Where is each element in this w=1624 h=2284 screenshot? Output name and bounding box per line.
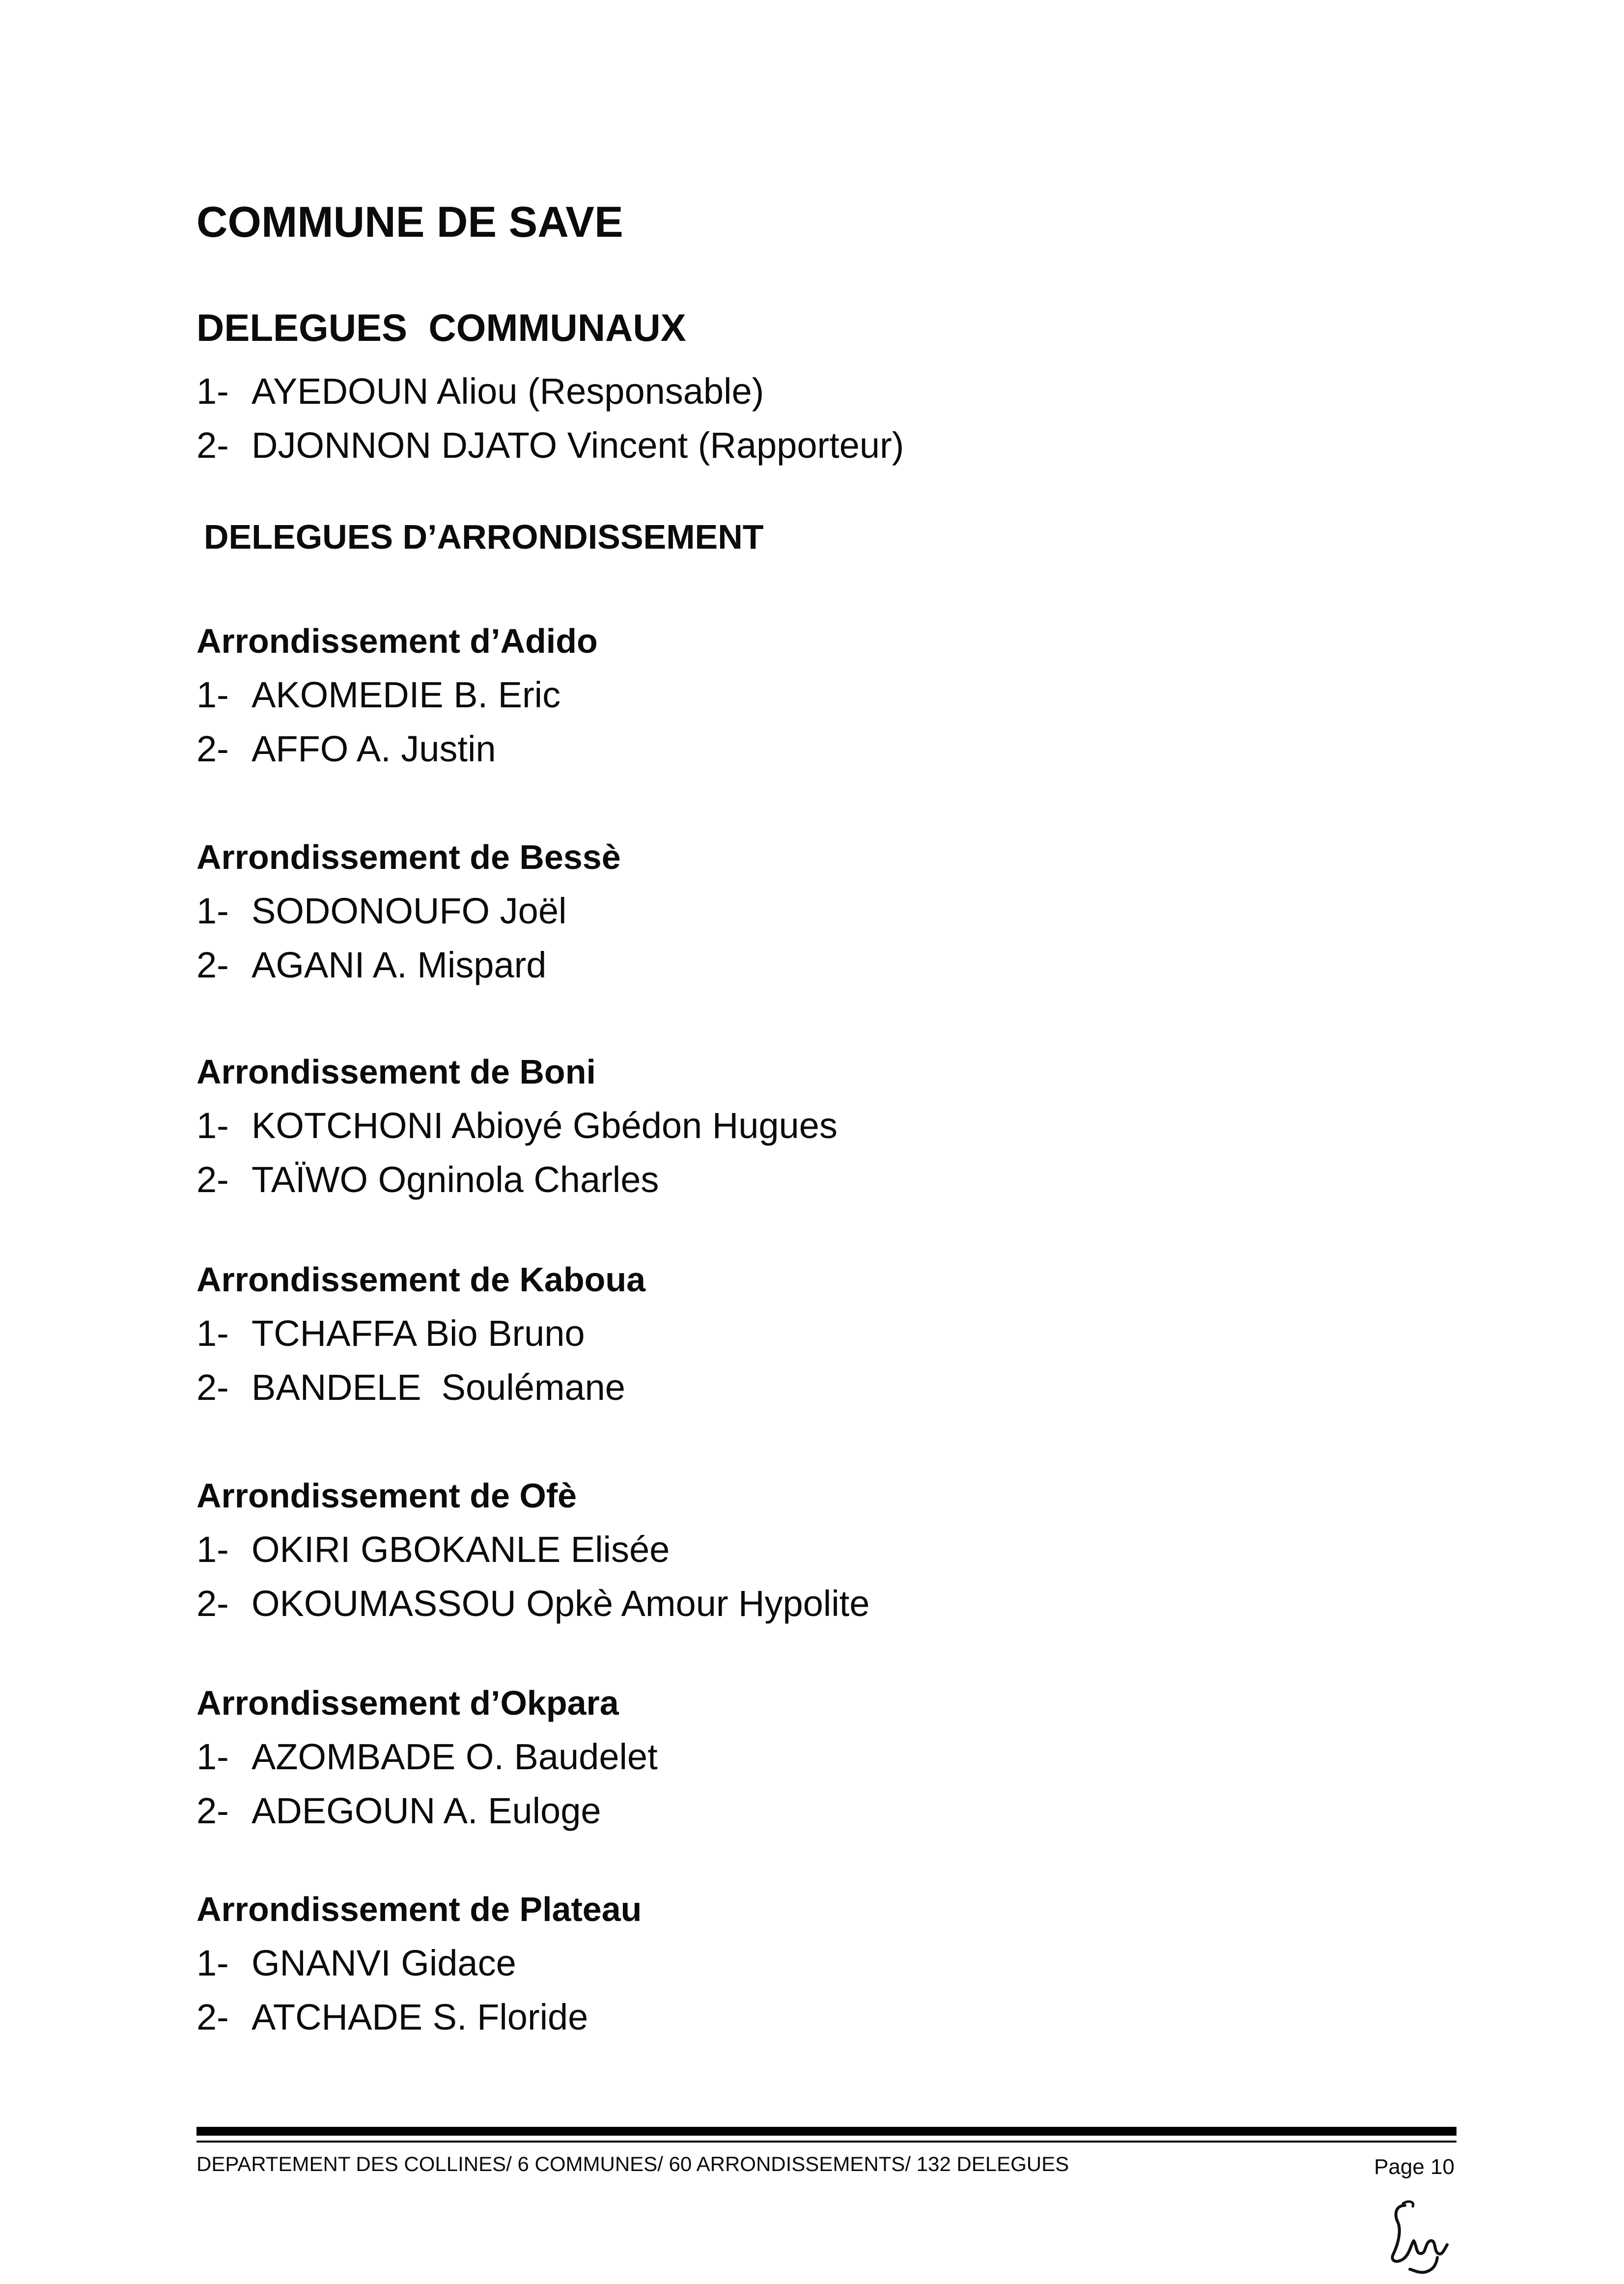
- footer-rule-thin: [196, 2141, 1456, 2143]
- list-item: [196, 1099, 838, 1153]
- item-name: ADEGOUN A. Euloge: [252, 1790, 601, 1831]
- arrondissement-section: [196, 1882, 642, 2044]
- arrondissement-title: Arrondissement de Boni: [196, 1053, 596, 1091]
- arrondissement-title: Arrondissement de Bessè: [196, 838, 621, 876]
- list-item: [196, 884, 621, 938]
- item-name: OKOUMASSOU Opkè Amour Hypolite: [252, 1583, 870, 1624]
- list-item: [196, 364, 904, 418]
- delegues-arrondissement-heading: DELEGUES D’ARRONDISSEMENT: [204, 518, 764, 556]
- arrondissement-section: [196, 830, 621, 992]
- item-number: 1-: [196, 891, 229, 931]
- item-name: KOTCHONI Abioyé Gbédon Hugues: [252, 1105, 838, 1146]
- list-item: [196, 1990, 642, 2044]
- list-item: [196, 1730, 658, 1784]
- list-item: [196, 1153, 838, 1207]
- item-name: ATCHADE S. Floride: [252, 1997, 588, 2037]
- item-name: AFFO A. Justin: [252, 728, 496, 769]
- item-number: 1-: [196, 1105, 229, 1146]
- item-number: 2-: [196, 1367, 229, 1408]
- item-name: TAÏWO Ogninola Charles: [252, 1159, 659, 1200]
- item-number: 1-: [196, 674, 229, 715]
- item-number: 1-: [196, 1313, 229, 1354]
- item-number: 2-: [196, 425, 229, 466]
- list-item: [196, 418, 904, 473]
- arrondissement-section: [196, 614, 598, 776]
- item-number: 2-: [196, 1583, 229, 1624]
- item-number: 2-: [196, 945, 229, 985]
- item-name: AGANI A. Mispard: [252, 945, 547, 985]
- delegues-communaux-list: [196, 364, 904, 473]
- arrondissement-section: [196, 1045, 838, 1207]
- item-number: 2-: [196, 728, 229, 769]
- item-number: 1-: [196, 1529, 229, 1570]
- arrondissement-title: Arrondissement d’Adido: [196, 622, 598, 660]
- item-name: SODONOUFO Joël: [252, 891, 567, 931]
- signature-mark: [1375, 2196, 1464, 2279]
- item-name: AZOMBADE O. Baudelet: [252, 1736, 658, 1777]
- item-number: 2-: [196, 1790, 229, 1831]
- arrondissement-title: Arrondissement de Kaboua: [196, 1260, 646, 1299]
- arrondissement-title: Arrondissement de Ofè: [196, 1476, 577, 1515]
- arrondissement-title: Arrondissement d’Okpara: [196, 1684, 619, 1722]
- footer-text: DEPARTEMENT DES COLLINES/ 6 COMMUNES/ 60 ARRONDISSEMENTS/ 132 DELEGUES: [196, 2152, 1069, 2175]
- delegues-communaux-heading: DELEGUES COMMUNAUX: [196, 306, 686, 349]
- arrondissement-list: [196, 884, 621, 992]
- list-item: [196, 1361, 645, 1415]
- item-number: 1-: [196, 371, 229, 412]
- list-item: [196, 1577, 869, 1631]
- item-name: TCHAFFA Bio Bruno: [252, 1313, 585, 1354]
- arrondissement-list: [196, 1523, 869, 1631]
- list-item: [196, 668, 598, 722]
- item-name: OKIRI GBOKANLE Elisée: [252, 1529, 670, 1570]
- item-name: AKOMEDIE B. Eric: [252, 674, 561, 715]
- list-item: [196, 1784, 658, 1838]
- arrondissement-section: [196, 1469, 869, 1631]
- arrondissement-list: [196, 1307, 645, 1415]
- footer-rule-thick: [196, 2127, 1456, 2136]
- list-item: [196, 1936, 642, 1990]
- arrondissement-section: [196, 1253, 645, 1415]
- list-item: [196, 1307, 645, 1361]
- arrondissement-title: Arrondissement de Plateau: [196, 1890, 642, 1928]
- commune-title: COMMUNE DE SAVE: [196, 197, 623, 246]
- item-name: GNANVI Gidace: [252, 1943, 516, 1983]
- list-item: [196, 1523, 869, 1577]
- arrondissement-list: [196, 1099, 838, 1207]
- list-item: [196, 938, 621, 992]
- item-name: DJONNON DJATO Vincent (Rapporteur): [252, 425, 904, 466]
- item-number: 1-: [196, 1943, 229, 1983]
- arrondissement-list: [196, 1730, 658, 1838]
- arrondissement-list: [196, 668, 598, 776]
- item-number: 1-: [196, 1736, 229, 1777]
- item-number: 2-: [196, 1159, 229, 1200]
- handwritten-signature: [1375, 2196, 1464, 2282]
- arrondissement-section: [196, 1676, 658, 1838]
- item-number: 2-: [196, 1997, 229, 2037]
- page-number: Page 10: [1374, 2155, 1455, 2179]
- item-name: BANDELE Soulémane: [252, 1367, 625, 1408]
- item-name: AYEDOUN Aliou (Responsable): [252, 371, 764, 412]
- arrondissement-list: [196, 1936, 642, 2044]
- list-item: [196, 722, 598, 776]
